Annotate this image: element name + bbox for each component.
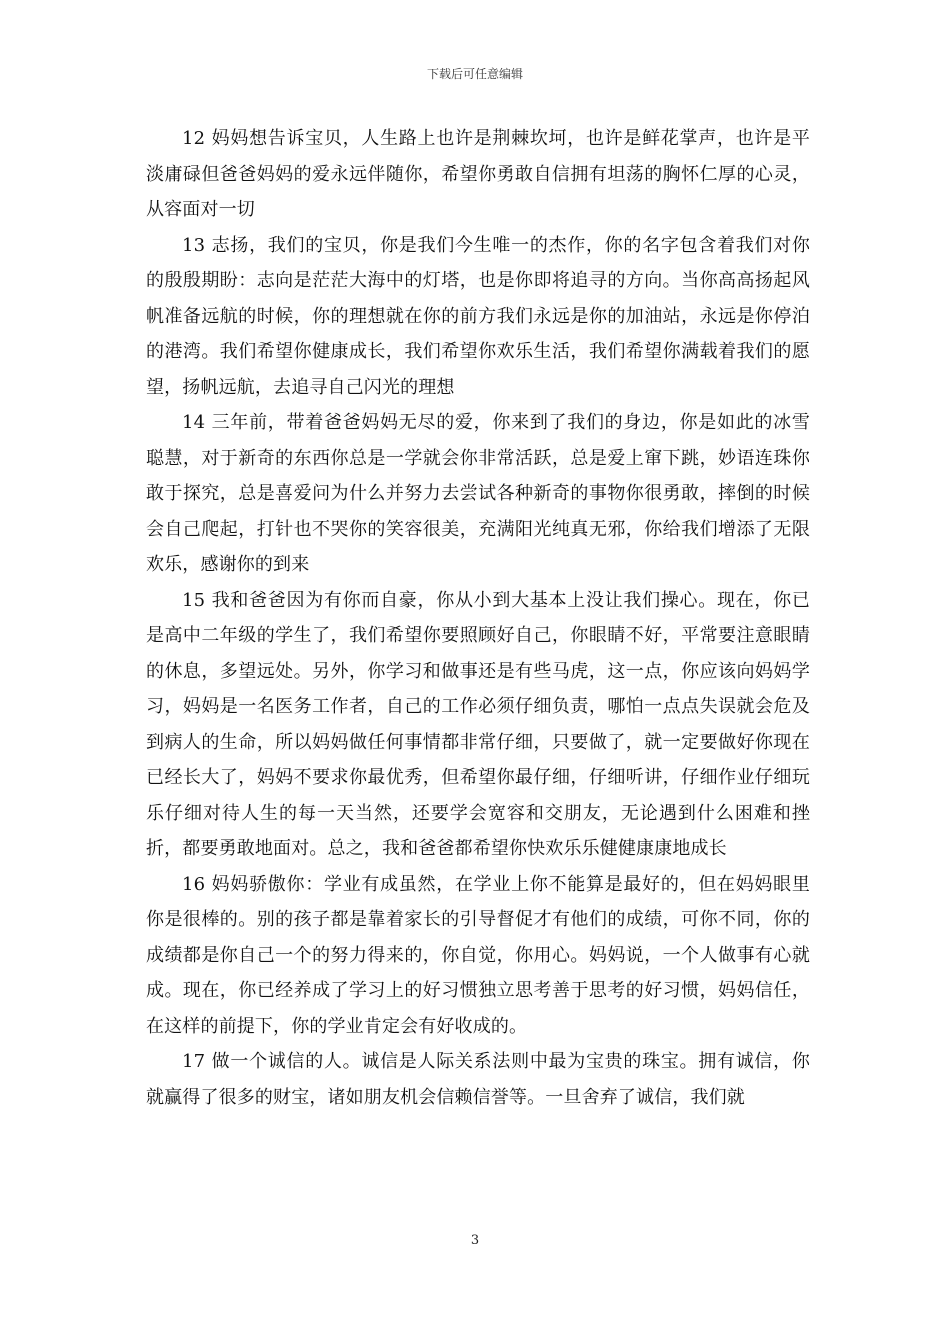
- document-body: [146, 121, 810, 1115]
- paragraph-12: 12 妈妈想告诉宝贝，人生路上也许是荆棘坎坷，也许是鲜花掌声，也许是平淡庸碌但爸爸妈妈的爱永远伴随你，希望你勇敢自信拥有坦荡的胸怀仁厚的心灵，从容面对一切: [146, 128, 810, 220]
- paragraph-17: 17 做一个诚信的人。诚信是人际关系法则中最为宝贵的珠宝。拥有诚信，你就赢得了很多的财宝，诸如朋友机会信赖信誉等。一旦舍弃了诚信，我们就: [146, 1051, 810, 1108]
- page-header: 下载后可任意编辑: [426, 67, 523, 81]
- paragraph-14: 14 三年前，带着爸爸妈妈无尽的爱，你来到了我们的身边，你是如此的冰雪聪慧，对于新奇的东西你总是一学就会你非常活跃，总是爱上窜下跳，妙语连珠你敢于探究，总是喜爱问为什么并努力去尝试各种新奇的事物你很勇敢，摔倒的时候会自己爬起，打针也不哭你的笑容很美，充满阳光纯真无邪，你给我们增添了无限欢乐，感谢你的到来: [146, 412, 810, 575]
- page-number: 3: [470, 1233, 480, 1248]
- paragraph-15: 15 我和爸爸因为有你而自豪，你从小到大基本上没让我们操心。现在，你已是高中二年级的学生了，我们希望你要照顾好自己，你眼睛不好，平常要注意眼睛的休息，多望远处。另外，你学习和做事还是有些马虎，这一点，你应该向妈妈学习，妈妈是一名医务工作者，自己的工作必须仔细负责，哪怕一点点失误就会危及到病人的生命，所以妈妈做任何事情都非常仔细，只要做了，就一定要做好你现在已经长大了，妈妈不要求你最优秀，但希望你最仔细，仔细听讲，仔细作业仔细玩乐仔细对待人生的每一天当然，还要学会宽容和交朋友，无论遇到什么困难和挫折，都要勇敢地面对。总之，我和爸爸都希望你快欢乐乐健健康康地成长: [146, 589, 810, 859]
- paragraph-13: 13 志扬，我们的宝贝，你是我们今生唯一的杰作，你的名字包含着我们对你的殷殷期盼：志向是茫茫大海中的灯塔，也是你即将追寻的方向。当你高高扬起风帆准备远航的时候，你的理想就在你的前方我们永远是你的加油站，永远是你停泊的港湾。我们希望你健康成长，我们希望你欢乐生活，我们希望你满载着我们的愿望，扬帆远航，去追寻自己闪光的理想: [146, 234, 810, 398]
- paragraph-16: 16 妈妈骄傲你：学业有成虽然，在学业上你不能算是最好的，但在妈妈眼里你是很棒的。别的孩子都是靠着家长的引导督促才有他们的成绩，可你不同，你的成绩都是你自己一个的努力得来的，你自觉，你用心。妈妈说，一个人做事有心就成。现在，你已经养成了学习上的好习惯独立思考善于思考的好习惯，妈妈信任，在这样的前提下，你的学业肯定会有好收成的。: [146, 873, 810, 1037]
